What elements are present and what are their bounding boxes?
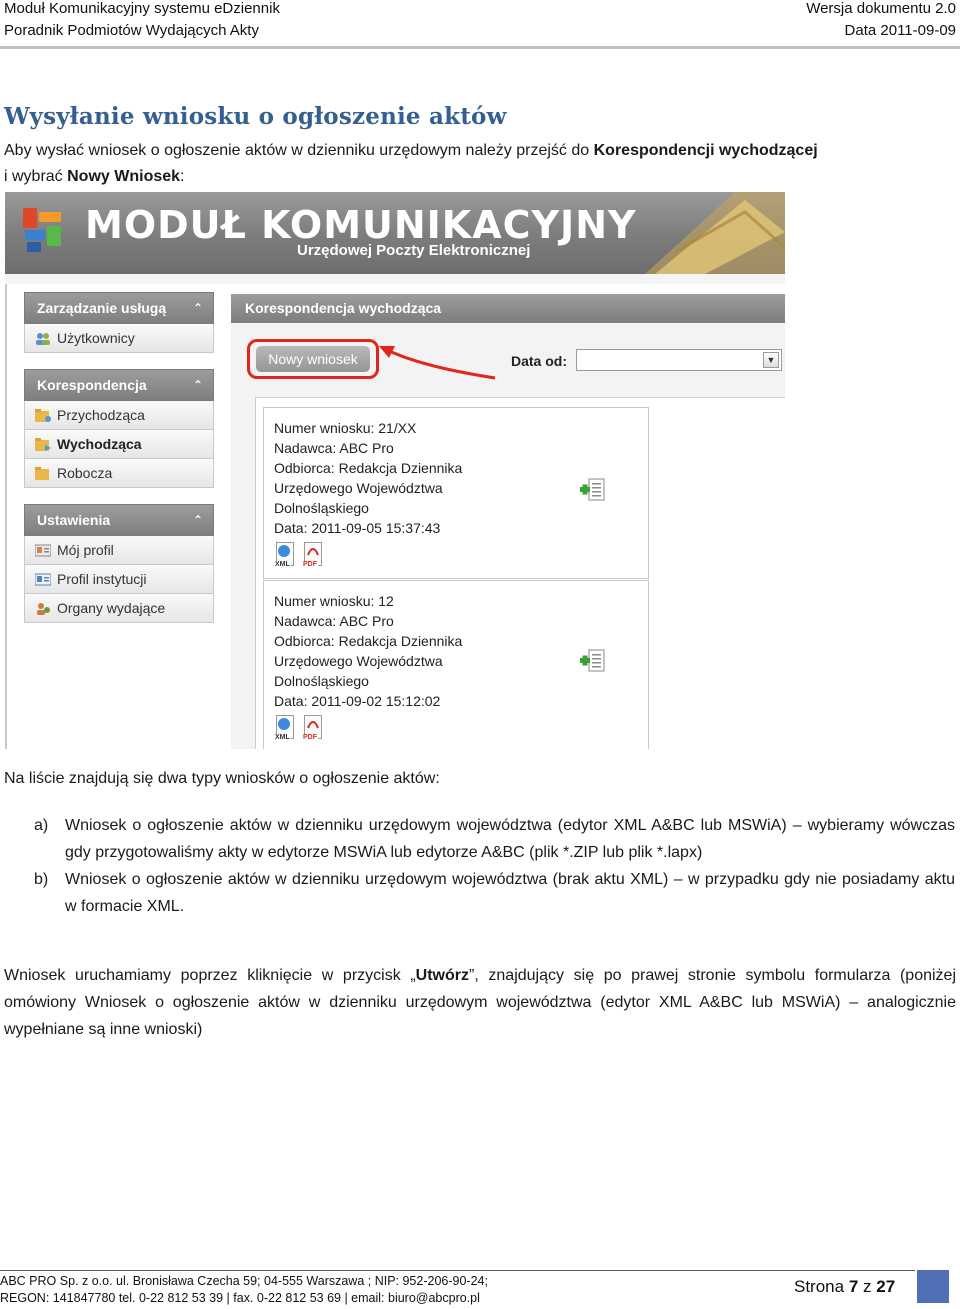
folder-out-icon <box>35 438 51 451</box>
sidebar-header-label: Zarządzanie usługą <box>37 300 167 316</box>
footer-address: ABC PRO Sp. z o.o. ul. Bronisława Czecha 59; 04-555 Warszawa ; NIP: 952-206-90-24; <box>0 1274 488 1288</box>
users-icon <box>35 332 51 345</box>
footer-contact: REGON: 141847780 tel. 0-22 812 53 39 | fax. 0-22 812 53 69 | email: biuro@abcpro.pl <box>0 1291 480 1305</box>
profile-icon <box>35 544 51 557</box>
sidebar-header-settings[interactable] <box>24 504 214 536</box>
request-card-details: Numer wniosku: 21/XX Nadawca: ABC Pro Odbiorca: Redakcja Dziennika Urzędowego Województwa Dolnośląskiego Data: 2011-09-05 15:37:43 <box>274 420 463 536</box>
intro-bold-outgoing: Korespondencji wychodzącej <box>593 142 818 159</box>
page-number <box>794 1277 895 1297</box>
sidebar-item-outgoing[interactable] <box>24 430 214 459</box>
request-card-details: Numer wniosku: 12 Nadawca: ABC Pro Odbiorca: Redakcja Dziennika Urzędowego Województwa Dolnośląskiego Data: 2011-09-02 15:12:02 <box>274 593 463 709</box>
xml-label: XML <box>275 734 290 741</box>
draft-icon <box>35 467 51 480</box>
date-from-select[interactable] <box>576 349 782 371</box>
list-item-text: Wniosek o ogłoszenie aktów w dzienniku urzędowym województwa (brak aktu XML) – w przypadku gdy nie posiadamy aktu w formacie XML. <box>65 871 955 915</box>
sidebar-item-users[interactable] <box>24 324 214 353</box>
page-header <box>0 0 960 48</box>
collapse-icon[interactable]: ⌃ <box>192 378 203 392</box>
instructions-text-2: ”, znajdujący się po prawej stronie symbolu formularza (poniżej omówiony Wniosek o ogłoszenie aktów w dzienniku urzędowym województwa (edytor XML A&BC lub MSWiA) – analogicznie wypełniane są inne wnioski) <box>4 967 957 1038</box>
pdf-file-icon[interactable] <box>302 542 324 568</box>
page-prefix: Strona <box>794 1277 849 1296</box>
intro-text-3: : <box>180 168 185 185</box>
sidebar-header-correspondence[interactable] <box>24 369 214 401</box>
section-title: Wysyłanie wniosku o ogłoszenie aktów <box>4 103 507 130</box>
request-card <box>263 580 649 749</box>
envelope-icon <box>615 192 785 274</box>
app-banner-subtitle: Urzędowej Poczty Elektronicznej <box>297 242 531 259</box>
sidebar-item-label: Mój profil <box>57 542 114 558</box>
create-form-icon[interactable] <box>580 649 606 673</box>
sidebar-item-my-profile[interactable] <box>24 536 214 565</box>
request-card <box>263 407 649 579</box>
xml-label: XML <box>275 561 290 568</box>
arrow-icon <box>377 342 497 382</box>
new-request-highlight <box>247 339 379 379</box>
pdf-label: PDF <box>303 561 317 568</box>
intro-text-2: i wybrać <box>4 168 68 185</box>
pdf-label: PDF <box>303 734 317 741</box>
organs-icon <box>35 602 51 615</box>
date-from-label: Data od: <box>511 353 567 369</box>
sidebar-item-issuing-bodies[interactable] <box>24 594 214 623</box>
collapse-icon[interactable]: ⌃ <box>192 513 203 527</box>
sidebar-item-label: Profil instytucji <box>57 571 147 587</box>
page-current: 7 <box>848 1277 859 1296</box>
collapse-icon[interactable]: ⌃ <box>192 301 203 315</box>
instructions-text-1: Wniosek uruchamiamy poprzez kliknięcie w przycisk „ <box>4 967 416 984</box>
request-card-attachments <box>274 542 324 568</box>
sidebar-item-label: Organy wydające <box>57 600 166 616</box>
page-separator: z <box>858 1277 877 1296</box>
sidebar-item-drafts[interactable] <box>24 459 214 488</box>
sidebar-item-incoming[interactable] <box>24 401 214 430</box>
sidebar-panel-correspondence <box>24 369 214 488</box>
header-guide-title: Poradnik Podmiotów Wydających Akty <box>4 22 259 39</box>
sidebar-item-institution-profile[interactable] <box>24 565 214 594</box>
xml-file-icon[interactable] <box>274 542 296 568</box>
header-date: Data 2011-09-09 <box>844 22 956 39</box>
header-version: Wersja dokumentu 2.0 <box>806 0 956 17</box>
footer-accent-block <box>917 1270 949 1303</box>
list-marker: b) <box>34 871 49 888</box>
list-item-text: Wniosek o ogłoszenie aktów w dzienniku urzędowym województwa (edytor XML A&BC lub MSWiA) – wybieramy wówczas gdy przygotowaliśmy akty w edytorze MSWiA lub edytorze A&BC (plik *.ZIP lub plik *.lapx) <box>65 817 955 861</box>
footer-divider <box>0 1270 915 1271</box>
header-divider <box>0 46 960 49</box>
create-form-icon[interactable] <box>580 478 606 502</box>
banner-strip <box>5 274 785 284</box>
sidebar-header-label: Korespondencja <box>37 377 147 393</box>
footer-company-info <box>0 1273 488 1307</box>
sidebar-item-label: Przychodząca <box>57 407 145 423</box>
new-request-button[interactable]: Nowy wniosek <box>256 346 370 372</box>
sidebar-header-label: Ustawienia <box>37 512 111 528</box>
sidebar-panel-settings <box>24 504 214 623</box>
pdf-file-icon[interactable] <box>302 715 324 741</box>
intro-text-1: Aby wysłać wniosek o ogłoszenie aktów w dzienniku urzędowym należy przejść do <box>4 142 594 159</box>
request-types-lead: Na liście znajdują się dwa typy wniosków o ogłoszenie aktów: <box>4 770 440 787</box>
sidebar-item-label: Robocza <box>57 465 113 481</box>
main-panel-title: Korespondencja wychodząca <box>231 294 785 323</box>
sidebar-item-label: Wychodząca <box>57 436 142 452</box>
page-total: 27 <box>876 1277 896 1296</box>
list-item <box>0 812 960 866</box>
app-banner-title: MODUŁ KOMUNIKACYJNY <box>85 203 637 247</box>
app-screenshot <box>5 192 785 749</box>
app-logo-icon <box>21 206 73 256</box>
app-banner <box>5 192 785 274</box>
list-marker: a) <box>34 817 49 834</box>
request-types-list <box>0 812 960 920</box>
sidebar-panel-service <box>24 292 214 353</box>
list-item <box>0 866 960 920</box>
instructions-paragraph <box>4 962 956 1043</box>
intro-bold-new-request: Nowy Wniosek <box>67 168 181 185</box>
frame-edge <box>5 284 7 749</box>
sidebar-header-service[interactable] <box>24 292 214 324</box>
chevron-down-icon[interactable]: ▼ <box>763 352 779 368</box>
header-document-title: Moduł Komunikacyjny systemu eDziennik <box>4 0 280 17</box>
request-card-attachments <box>274 715 324 741</box>
instructions-bold-create: Utwórz <box>415 967 469 984</box>
intro-paragraph <box>4 138 924 190</box>
xml-file-icon[interactable] <box>274 715 296 741</box>
sidebar-item-label: Użytkownicy <box>57 330 135 346</box>
folder-in-icon <box>35 409 51 422</box>
institution-icon <box>35 573 51 586</box>
